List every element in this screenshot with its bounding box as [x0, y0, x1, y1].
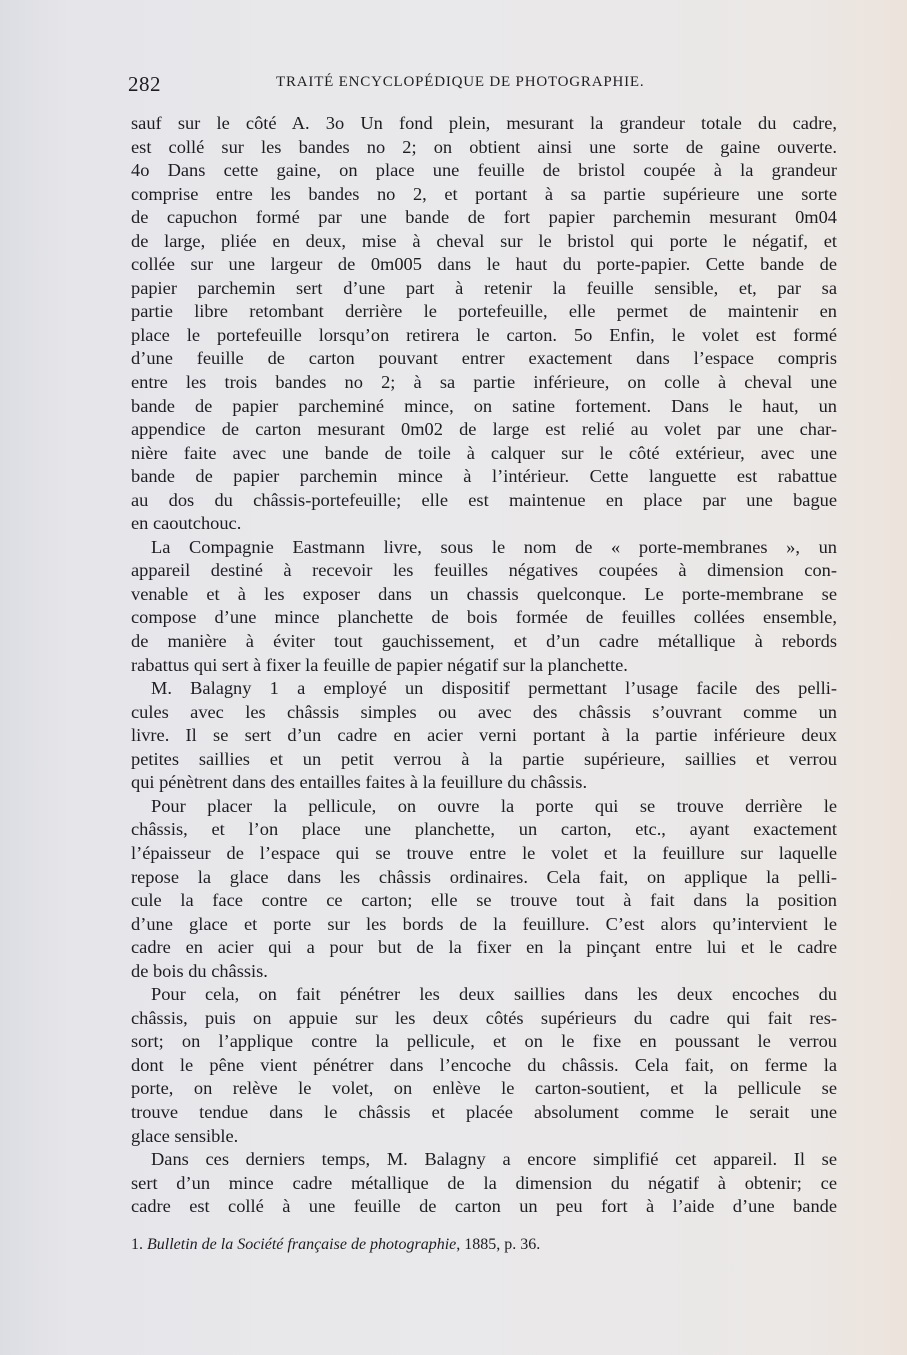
- text-line: d’une feuille de carton pouvant entrer exactement dans l’espace compris: [131, 348, 837, 369]
- text-line: châssis, et l’on place une planchette, un carton, etc., ayant exactement: [131, 819, 837, 840]
- text-line: Pour placer la pellicule, on ouvre la porte qui se trouve derrière le: [151, 795, 837, 816]
- text-line: compose d’une mince planchette de bois formée de feuilles collées ensemble,: [131, 607, 837, 628]
- text-line: entre les trois bandes no 2; à sa partie inférieure, on colle à cheval une: [131, 372, 837, 393]
- text-line: est collé sur les bandes no 2; on obtient ainsi une sorte de gaine ouverte.: [131, 136, 837, 157]
- text-line: sort; on l’applique contre la pellicule, et on le fixe en poussant le verrou: [131, 1031, 837, 1052]
- text-line: châssis, puis on appuie sur les deux côtés supérieurs du cadre qui fait res-: [131, 1007, 837, 1028]
- text-line: petites saillies et un petit verrou à la partie supérieure, saillies et verrou: [131, 748, 837, 769]
- text-line: appendice de carton mesurant 0m02 de large est relié au volet par une char-: [131, 419, 837, 440]
- text-line: repose la glace dans les châssis ordinaires. Cela fait, on applique la pelli-: [131, 866, 837, 887]
- text-line: collée sur une largeur de 0m005 dans le haut du porte-papier. Cette bande de: [131, 254, 837, 275]
- running-head: [128, 70, 840, 96]
- text-line: qui pénètrent dans des entailles faites à la feuillure du châssis.: [131, 772, 588, 793]
- text-line: venable et à les exposer dans un chassis quelconque. Le porte-membrane se: [131, 583, 837, 604]
- text-line: M. Balagny 1 a employé un dispositif permettant l’usage facile des pelli-: [151, 678, 837, 699]
- footnote-citation: , 1885, p. 36.: [456, 1236, 541, 1253]
- footnote: [131, 1236, 837, 1254]
- text-line: appareil destiné à recevoir les feuilles négatives coupées à dimension con-: [131, 560, 837, 581]
- text-line: dont le pêne vient pénétrer dans l’encoche du châssis. Cela fait, on ferme la: [131, 1054, 837, 1075]
- text-line: de manière à éviter tout gauchissement, et d’un cadre métallique à rebords: [131, 631, 837, 652]
- text-line: cadre est collé à une feuille de carton un peu fort à l’aide d’une bande: [131, 1196, 837, 1217]
- text-line: papier parchemin sert d’une part à retenir la feuille sensible, et, par sa: [131, 277, 837, 298]
- text-line: Dans ces derniers temps, M. Balagny a encore simplifié cet appareil. Il se: [151, 1149, 837, 1170]
- footnote-source-title: Bulletin de la Société française de photographie: [147, 1236, 457, 1253]
- body-text: [131, 112, 837, 1219]
- page-number: 282: [128, 72, 161, 96]
- text-line: bande de papier parchemin mince à l’intérieur. Cette languette est rabattue: [131, 466, 837, 487]
- text-line: l’épaisseur de l’espace qui se trouve entre le volet et la feuillure sur laquelle: [131, 842, 837, 863]
- text-line: place le portefeuille lorsqu’on retirera le carton. 5o Enfin, le volet est formé: [131, 324, 837, 345]
- text-line: rabattus qui sert à fixer la feuille de papier négatif sur la planchette.: [131, 654, 628, 675]
- text-line: La Compagnie Eastmann livre, sous le nom de « porte-membranes », un: [151, 536, 837, 557]
- text-line: sauf sur le côté A. 3o Un fond plein, mesurant la grandeur totale du cadre,: [131, 113, 837, 133]
- text-line: livre. Il se sert d’un cadre en acier verni portant à la partie inférieure deux: [131, 725, 837, 746]
- text-line: de bois du châssis.: [131, 960, 268, 981]
- text-line: nière faite avec une bande de toile à calquer sur le côté extérieur, avec une: [131, 442, 837, 463]
- text-line: porte, on relève le volet, on enlève le carton-soutient, et la pellicule se: [131, 1078, 837, 1099]
- text-line: d’une glace et porte sur les bords de la feuillure. C’est alors qu’intervient le: [131, 913, 837, 934]
- text-line: en caoutchouc.: [131, 513, 242, 534]
- text-line: cadre en acier qui a pour but de la fixer en la pinçant entre lui et le cadre: [131, 937, 837, 958]
- running-title: TRAITÉ ENCYCLOPÉDIQUE DE PHOTOGRAPHIE.: [276, 74, 645, 90]
- text-line: cule la face contre ce carton; elle se trouve tout à fait dans la position: [131, 890, 837, 911]
- text-line: au dos du châssis-portefeuille; elle est maintenue en place par une bague: [131, 489, 837, 510]
- text-line: partie libre retombant derrière le portefeuille, elle permet de maintenir en: [131, 301, 837, 322]
- text-line: trouve tendue dans le châssis et placée absolument comme le serait une: [131, 1101, 837, 1122]
- text-line: de large, pliée en deux, mise à cheval sur le bristol qui porte le négatif, et: [131, 230, 837, 251]
- footnote-number: 1.: [131, 1236, 143, 1253]
- text-line: bande de papier parcheminé mince, on satine fortement. Dans le haut, un: [131, 395, 837, 416]
- text-line: 4o Dans cette gaine, on place une feuille de bristol coupée à la grandeur: [131, 160, 837, 181]
- text-line: sert d’un mince cadre métallique de la dimension du négatif à obtenir; ce: [131, 1172, 837, 1193]
- text-line: comprise entre les bandes no 2, et portant à sa partie supérieure une sorte: [131, 183, 837, 204]
- text-line: Pour cela, on fait pénétrer les deux saillies dans les deux encoches du: [151, 984, 837, 1005]
- text-line: cules avec les châssis simples ou avec des châssis s’ouvrant comme un: [131, 701, 837, 722]
- text-line: glace sensible.: [131, 1125, 239, 1146]
- text-line: de capuchon formé par une bande de fort papier parchemin mesurant 0m04: [131, 207, 837, 228]
